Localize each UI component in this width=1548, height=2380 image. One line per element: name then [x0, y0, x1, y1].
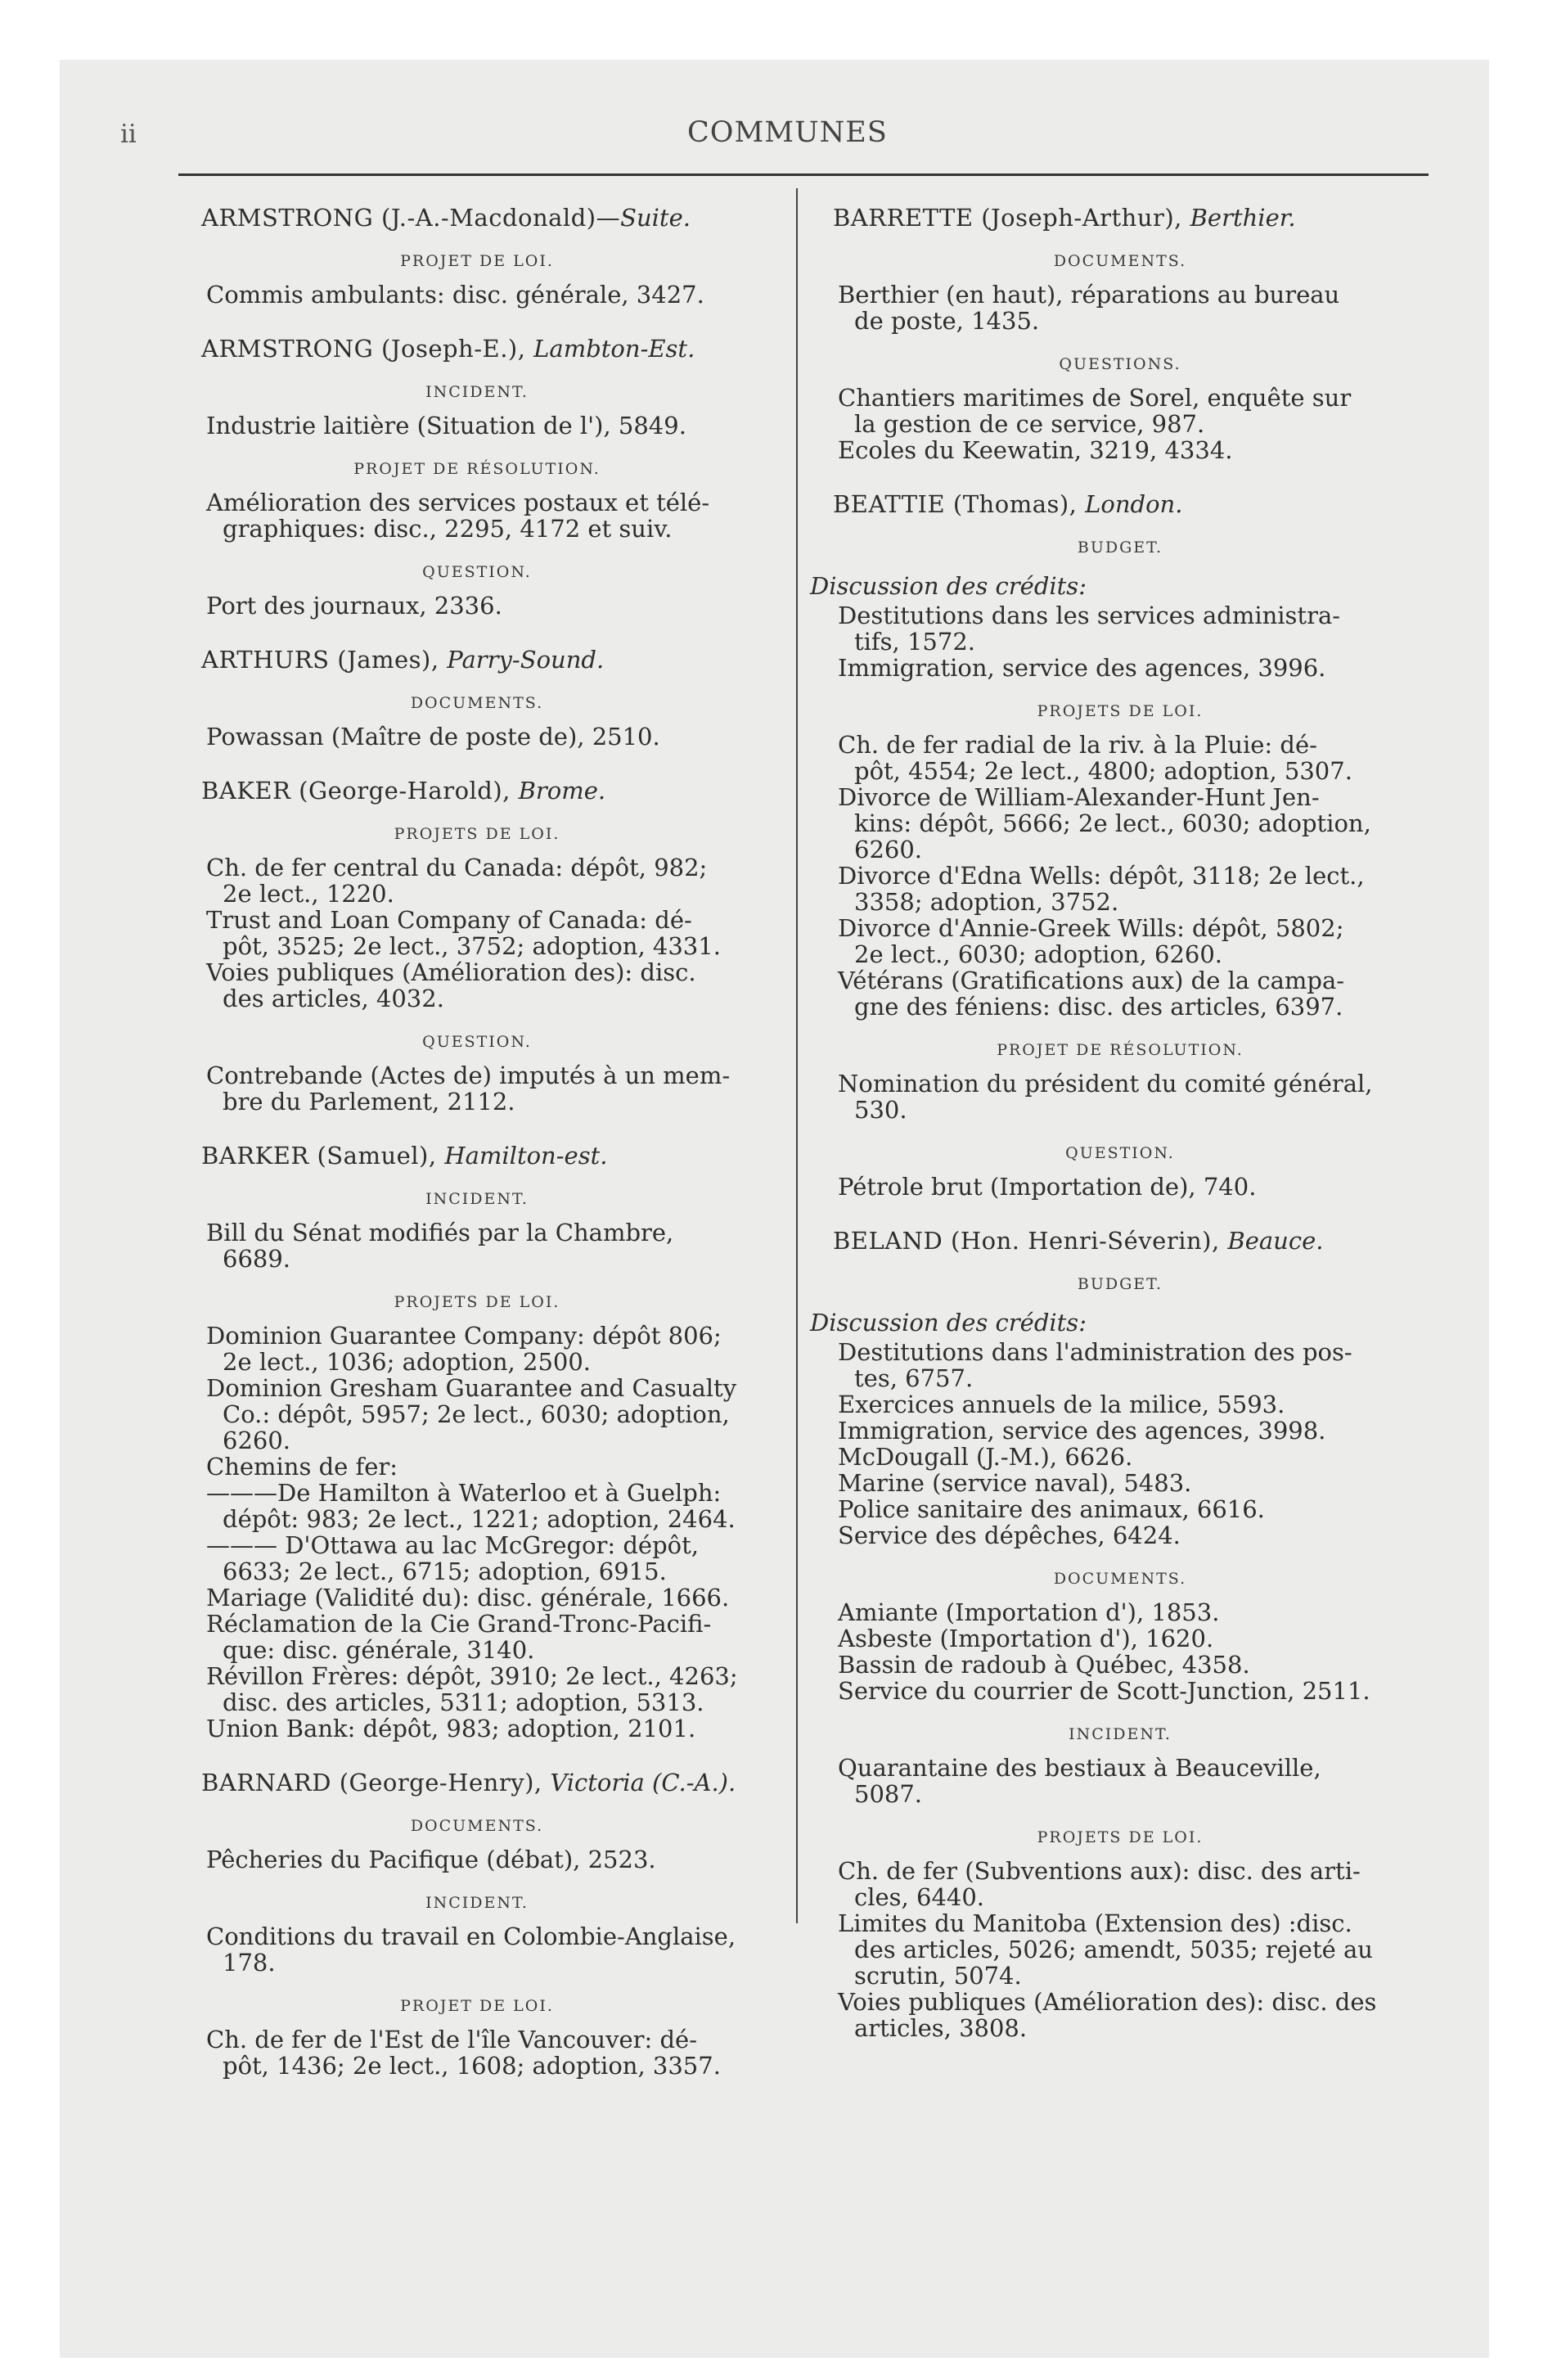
- member-riding: Beauce.: [1227, 1227, 1324, 1255]
- section-title: DOCUMENTS.: [1053, 1570, 1187, 1588]
- section-title: BUDGET.: [1077, 539, 1163, 557]
- section-title: INCIDENT.: [425, 383, 529, 401]
- member-heading: [810, 491, 1430, 517]
- index-item: Amélioration des services postaux et télé-: [206, 489, 710, 516]
- member-heading: [810, 205, 1430, 231]
- member-name: ARMSTRONG (J.-A.-Macdonald)—: [201, 204, 621, 232]
- index-item-continuation: des articles, 5026; amendt, 5035; rejeté au: [854, 1936, 1373, 1963]
- member-riding: Parry-Sound.: [447, 646, 605, 674]
- index-item-continuation: 6260.: [854, 836, 923, 863]
- column-divider: [796, 188, 798, 1923]
- index-item-continuation: 3358; adoption, 3752.: [854, 888, 1119, 916]
- index-item: Trust and Loan Company of Canada: dé-: [206, 906, 692, 934]
- index-item: Ch. de fer (Subventions aux): disc. des arti-: [838, 1857, 1361, 1885]
- index-item-continuation: cles, 6440.: [854, 1883, 985, 1911]
- index-item-continuation: 2e lect., 1220.: [223, 880, 394, 908]
- index-item-continuation: bre du Parlement, 2112.: [223, 1088, 515, 1116]
- section-title: PROJETS DE LOI.: [1037, 702, 1204, 720]
- member-name: BARNARD (George-Henry),: [201, 1769, 551, 1796]
- index-item: ———De Hamilton à Waterloo et à Guelph:: [206, 1479, 722, 1507]
- index-item: Divorce d'Annie-Greek Wills: dépôt, 5802;: [838, 914, 1344, 942]
- page-number: ii: [120, 119, 137, 149]
- index-item-continuation: de poste, 1435.: [854, 307, 1040, 335]
- index-item: Divorce de William-Alexander-Hunt Jen-: [838, 783, 1320, 811]
- index-item-continuation: tifs, 1572.: [854, 628, 976, 656]
- section-title: QUESTION.: [422, 1033, 532, 1051]
- index-item-continuation: dépôt: 983; 2e lect., 1221; adoption, 2464.: [223, 1505, 736, 1533]
- section-title: INCIDENT.: [1069, 1725, 1172, 1743]
- index-item: Pétrole brut (Importation de), 740.: [838, 1173, 1257, 1201]
- header-rule: [178, 174, 1429, 176]
- right-column: [810, 205, 1430, 2041]
- section-title: PROJET DE LOI.: [400, 1997, 554, 2015]
- index-item: Révillon Frères: dépôt, 3910; 2e lect., 4263;: [206, 1662, 738, 1690]
- member-heading: [178, 336, 776, 362]
- member-name: BAKER (George-Harold),: [201, 777, 519, 805]
- member-name: BARKER (Samuel),: [201, 1142, 445, 1170]
- index-item: Immigration, service des agences, 3998.: [838, 1417, 1326, 1445]
- index-item-continuation: pôt, 4554; 2e lect., 4800; adoption, 5307.: [854, 757, 1352, 785]
- left-column: [178, 205, 776, 2079]
- index-item: Commis ambulants: disc. générale, 3427.: [206, 281, 704, 309]
- index-item: Nomination du président du comité général,: [838, 1070, 1373, 1098]
- index-item-continuation: que: disc. générale, 3140.: [223, 1636, 535, 1664]
- member-heading: [178, 647, 776, 673]
- index-item-continuation: des articles, 4032.: [223, 985, 444, 1012]
- index-item: Amiante (Importation d'), 1853.: [838, 1598, 1220, 1626]
- member-name: BELAND (Hon. Henri-Séverin),: [833, 1227, 1228, 1255]
- index-item: Bill du Sénat modifiés par la Chambre,: [206, 1219, 674, 1246]
- index-item-continuation: disc. des articles, 5311; adoption, 5313.: [223, 1688, 704, 1716]
- section-title: DOCUMENTS.: [410, 1817, 544, 1835]
- index-item-continuation: Co.: dépôt, 5957; 2e lect., 6030; adoption,: [223, 1400, 730, 1428]
- index-item-continuation: pôt, 3525; 2e lect., 3752; adoption, 4331.: [223, 932, 721, 960]
- index-item-continuation: scrutin, 5074.: [854, 1962, 1022, 1990]
- index-item: Police sanitaire des animaux, 6616.: [838, 1495, 1265, 1523]
- member-riding: Brome.: [518, 777, 606, 805]
- index-item: Exercices annuels de la milice, 5593.: [838, 1391, 1285, 1418]
- section-title: QUESTION.: [422, 563, 532, 581]
- section-title: BUDGET.: [1077, 1275, 1163, 1293]
- index-item: Ch. de fer radial de la riv. à la Pluie: dé-: [838, 731, 1317, 759]
- index-item: Port des journaux, 2336.: [206, 592, 502, 620]
- index-item-continuation: graphiques: disc., 2295, 4172 et suiv.: [223, 515, 673, 543]
- index-item-continuation: 5087.: [854, 1780, 923, 1808]
- section-subtitle: Discussion des crédits:: [810, 572, 1087, 600]
- section-subtitle: Discussion des crédits:: [810, 1309, 1087, 1336]
- member-heading: [178, 1143, 776, 1169]
- index-item: Industrie laitière (Situation de l'), 5849.: [206, 412, 686, 439]
- index-item: Mariage (Validité du): disc. générale, 1666.: [206, 1584, 730, 1611]
- index-item: Dominion Gresham Guarantee and Casualty: [206, 1374, 737, 1402]
- index-item: Vétérans (Gratifications aux) de la campa-: [838, 967, 1345, 994]
- member-name: BEATTIE (Thomas),: [833, 490, 1086, 518]
- index-item-continuation: 530.: [854, 1096, 907, 1124]
- member-riding: London.: [1085, 490, 1183, 518]
- index-item: Ch. de fer de l'Est de l'île Vancouver: dé-: [206, 2026, 698, 2053]
- section-title: INCIDENT.: [425, 1190, 529, 1208]
- member-name: ARTHURS (James),: [201, 646, 448, 674]
- section-title: PROJETS DE LOI.: [394, 825, 560, 843]
- index-item-continuation: la gestion de ce service, 987.: [854, 410, 1205, 438]
- index-item-continuation: kins: dépôt, 5666; 2e lect., 6030; adoption,: [854, 809, 1371, 837]
- index-item: Divorce d'Edna Wells: dépôt, 3118; 2e lect.,: [838, 862, 1365, 890]
- section-title: QUESTIONS.: [1059, 355, 1181, 373]
- index-item: Contrebande (Actes de) imputés à un mem-: [206, 1062, 731, 1089]
- index-item: Voies publiques (Amélioration des): disc. des: [838, 1988, 1377, 2016]
- index-item: Limites du Manitoba (Extension des) :disc.: [838, 1909, 1352, 1937]
- index-item-continuation: 2e lect., 6030; adoption, 6260.: [854, 940, 1223, 968]
- index-item: Berthier (en haut), réparations au bureau: [838, 281, 1340, 309]
- index-item: Ch. de fer central du Canada: dépôt, 982;: [206, 854, 708, 881]
- section-title: DOCUMENTS.: [410, 694, 544, 712]
- index-item: Pêcheries du Pacifique (débat), 2523.: [206, 1846, 656, 1873]
- index-item-continuation: gne des féniens: disc. des articles, 6397.: [854, 993, 1343, 1021]
- index-item-continuation: 6689.: [223, 1245, 291, 1273]
- member-riding: Hamilton-est.: [444, 1142, 608, 1170]
- index-item: Union Bank: dépôt, 983; adoption, 2101.: [206, 1715, 696, 1742]
- index-item-continuation: 6260.: [223, 1427, 291, 1454]
- index-item: Bassin de radoub à Québec, 4358.: [838, 1651, 1250, 1679]
- member-riding: Berthier.: [1190, 204, 1296, 232]
- index-item: Conditions du travail en Colombie-Anglaise,: [206, 1922, 736, 1950]
- member-heading: [178, 205, 776, 231]
- member-heading: [810, 1228, 1430, 1254]
- member-name: ARMSTRONG (Joseph-E.),: [201, 335, 534, 363]
- index-item-continuation: tes, 6757.: [854, 1364, 974, 1392]
- member-riding: Suite.: [620, 204, 691, 232]
- section-title: PROJET DE LOI.: [400, 252, 554, 270]
- index-item: Dominion Guarantee Company: dépôt 806;: [206, 1322, 722, 1350]
- index-item: Destitutions dans les services administra-: [838, 602, 1341, 629]
- index-item: Asbeste (Importation d'), 1620.: [838, 1625, 1214, 1652]
- page-title: COMMUNES: [687, 116, 888, 149]
- index-item: ——— D'Ottawa au lac McGregor: dépôt,: [206, 1531, 699, 1559]
- member-name: BARRETTE (Joseph-Arthur),: [833, 204, 1190, 232]
- section-title: PROJET DE RÉSOLUTION.: [997, 1041, 1244, 1059]
- section-title: DOCUMENTS.: [1053, 252, 1187, 270]
- index-item-continuation: 2e lect., 1036; adoption, 2500.: [223, 1348, 592, 1376]
- index-item-continuation: 6633; 2e lect., 6715; adoption, 6915.: [223, 1557, 667, 1585]
- index-item: Immigration, service des agences, 3996.: [838, 654, 1326, 682]
- section-title: PROJETS DE LOI.: [394, 1293, 560, 1311]
- index-item: Destitutions dans l'administration des pos-: [838, 1338, 1352, 1366]
- member-heading: [178, 1769, 776, 1796]
- index-item: McDougall (J.-M.), 6626.: [838, 1443, 1133, 1471]
- index-item-continuation: 178.: [223, 1949, 276, 1977]
- index-item: Service du courrier de Scott-Junction, 2511.: [838, 1677, 1370, 1705]
- member-heading: [178, 778, 776, 804]
- index-item: Chemins de fer:: [206, 1453, 398, 1481]
- section-title: QUESTION.: [1065, 1144, 1175, 1162]
- member-riding: Victoria (C.-A.).: [550, 1769, 736, 1796]
- index-item: Quarantaine des bestiaux à Beauceville,: [838, 1754, 1321, 1782]
- index-item: Service des dépêches, 6424.: [838, 1521, 1181, 1549]
- index-item: Chantiers maritimes de Sorel, enquête sur: [838, 384, 1352, 412]
- index-item: Marine (service naval), 5483.: [838, 1469, 1192, 1497]
- member-riding: Lambton-Est.: [533, 335, 695, 363]
- section-title: PROJETS DE LOI.: [1037, 1828, 1204, 1846]
- index-item: Voies publiques (Amélioration des): disc.: [206, 958, 696, 986]
- section-title: PROJET DE RÉSOLUTION.: [353, 460, 601, 478]
- index-item: Powassan (Maître de poste de), 2510.: [206, 723, 660, 751]
- index-item: Ecoles du Keewatin, 3219, 4334.: [838, 436, 1233, 464]
- index-item: Réclamation de la Cie Grand-Tronc-Pacifi-: [206, 1610, 712, 1638]
- index-item-continuation: pôt, 1436; 2e lect., 1608; adoption, 3357.: [223, 2052, 721, 2080]
- section-title: INCIDENT.: [425, 1894, 529, 1912]
- index-item-continuation: articles, 3808.: [854, 2014, 1028, 2042]
